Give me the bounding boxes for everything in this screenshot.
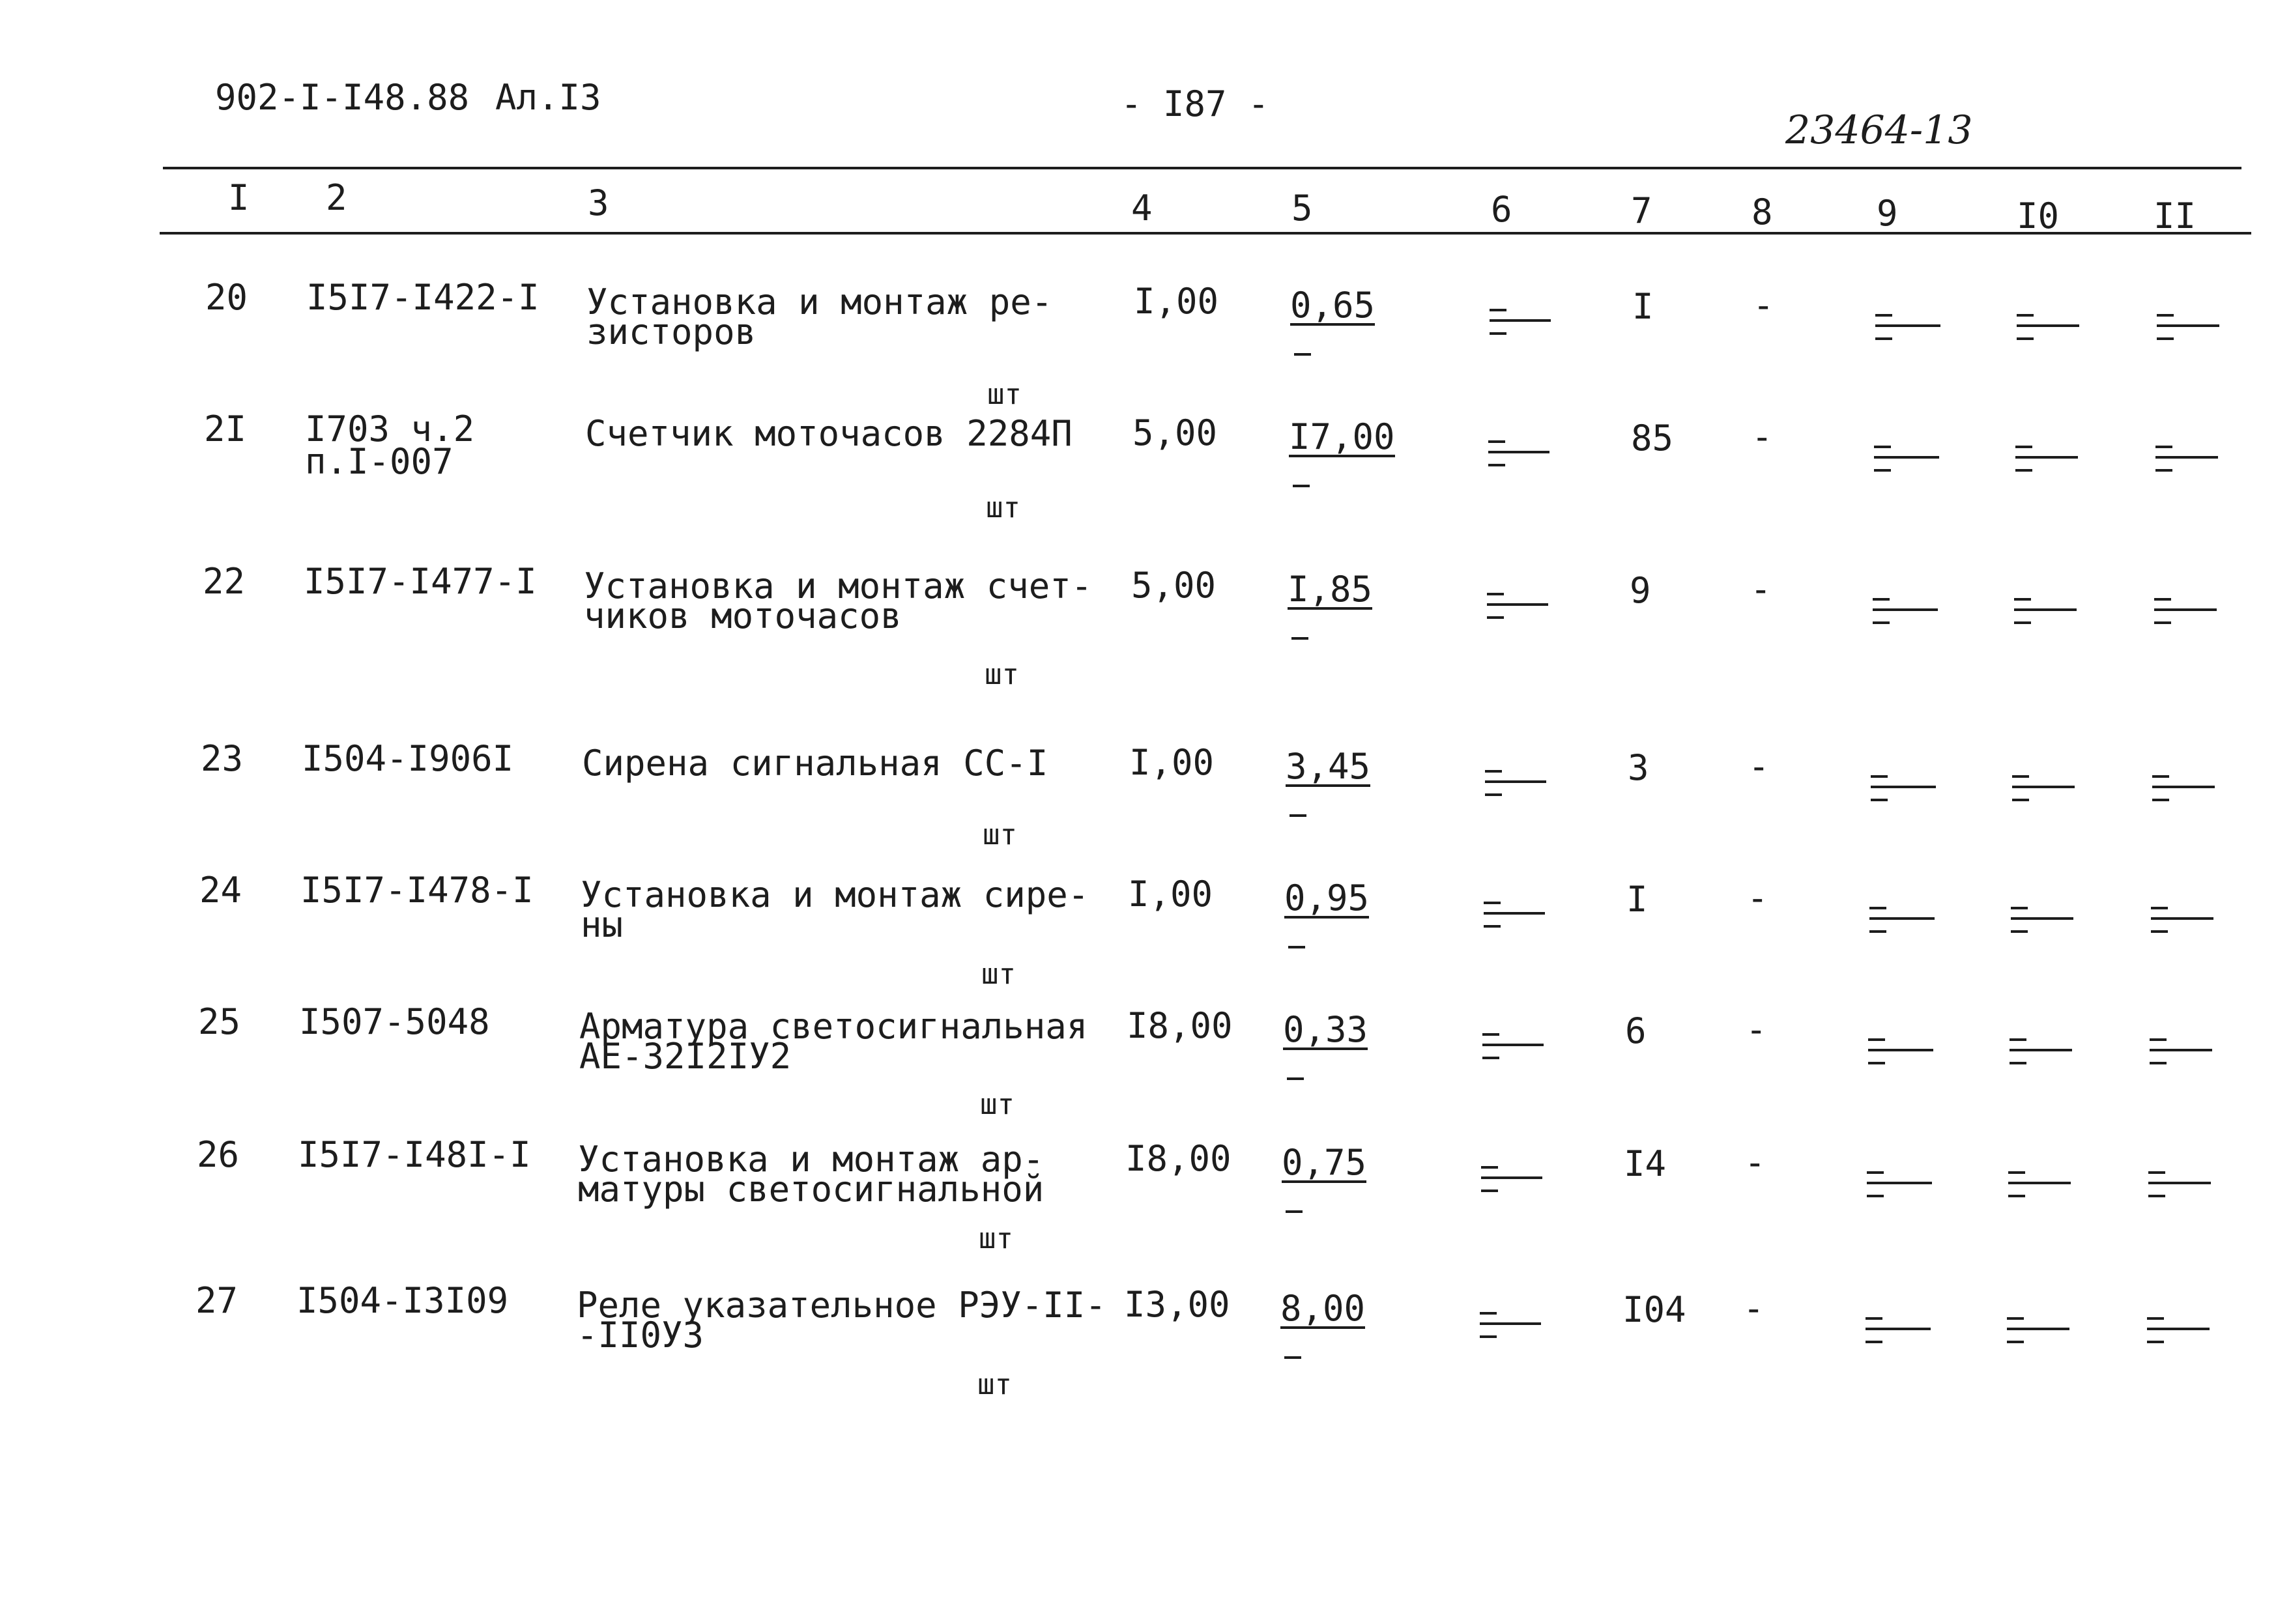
col7-value: 6 [1625,1010,1647,1051]
unit-price: 0,65 [1290,285,1376,326]
col10-dash-mark [2012,775,2075,808]
table-header-rule [160,232,2251,235]
row-number: 23 [201,738,244,779]
col6-dash-mark [1485,770,1546,803]
col9-dash-mark [1869,907,1935,939]
price-sub-dash [1288,946,1305,948]
column-header-9: 9 [1877,193,1898,234]
price-sub-dash [1293,485,1310,487]
col9-dash-mark [1874,446,1939,478]
col6-dash-mark [1488,440,1549,473]
col6-dash-mark [1484,902,1545,934]
col11-dash-mark [2157,314,2219,347]
col9-dash-mark [1873,598,1938,631]
price-sub-dash [1284,1356,1301,1359]
quantity: I8,00 [1127,1005,1233,1046]
row-number: 26 [197,1134,240,1175]
item-code: I5I7-I477-I [304,561,537,602]
col6-dash-mark [1482,1033,1544,1066]
col7-value: I [1626,879,1648,920]
col10-dash-mark [2014,598,2077,631]
column-header-4: 4 [1131,188,1153,229]
col10-dash-mark [2017,314,2079,347]
item-description: чиков моточасов [584,595,902,636]
col8-value: - [1746,1009,1767,1050]
unit-price: I7,00 [1289,416,1395,457]
item-description: матуры светосигнальной [578,1169,1045,1210]
unit-price: 3,45 [1286,746,1371,787]
column-header-7: 7 [1631,190,1652,231]
unit-label: шт [981,958,1016,991]
col11-dash-mark [2147,1317,2210,1350]
unit-label: шт [979,1222,1013,1255]
page-number: - I87 - [1121,83,1269,124]
quantity: I8,00 [1125,1138,1232,1179]
row-number: 20 [205,277,248,318]
unit-label: шт [985,658,1019,691]
column-header-10: I0 [2017,195,2060,236]
col11-dash-mark [2155,446,2218,478]
item-code: I504-I3I09 [296,1280,509,1321]
col9-dash-mark [1867,1171,1932,1204]
quantity: I,00 [1129,742,1215,783]
col7-value: 3 [1628,747,1649,788]
column-header-5: 5 [1291,188,1313,229]
col6-dash-mark [1487,593,1548,625]
item-description: -II0У3 [577,1315,704,1356]
row-number: 25 [198,1001,241,1042]
col11-dash-mark [2154,598,2217,631]
col7-value: I04 [1622,1289,1686,1330]
document-code: 902-I-I48.88 [215,77,470,118]
unit-price: 0,75 [1282,1142,1367,1183]
col8-value: - [1743,1288,1765,1329]
price-sub-dash [1290,814,1306,817]
col7-value: 9 [1630,570,1651,611]
col9-dash-mark [1875,314,1940,347]
price-sub-dash [1294,353,1311,356]
col6-dash-mark [1490,309,1551,341]
quantity: 5,00 [1132,412,1218,453]
column-header-11: II [2154,195,2197,236]
col8-value: - [1751,416,1773,457]
col9-dash-mark [1866,1317,1931,1350]
unit-price: 0,95 [1284,877,1370,919]
handwritten-stamp: 23464-13 [1785,107,1973,153]
item-description: ны [581,904,624,945]
row-number: 22 [203,561,246,602]
item-description: Установка и монтаж сире- [581,874,1089,915]
quantity: I3,00 [1124,1284,1230,1325]
price-sub-dash [1287,1077,1304,1080]
row-number: 2I [204,408,247,449]
col10-dash-mark [2011,907,2073,939]
unit-label: шт [980,1088,1015,1121]
col10-dash-mark [2008,1171,2071,1204]
unit-price: I,85 [1288,569,1373,610]
col11-dash-mark [2148,1171,2211,1204]
unit-label: шт [986,491,1020,524]
column-header-1: I [228,177,250,218]
sheet-number: Ал.I3 [495,77,601,118]
column-header-3: 3 [588,182,609,223]
col10-dash-mark [2007,1317,2069,1350]
unit-label: шт [983,818,1017,851]
item-code: I507-5048 [299,1001,490,1042]
unit-label: шт [977,1368,1012,1401]
quantity: I,00 [1128,874,1213,915]
column-header-6: 6 [1491,189,1512,230]
quantity: I,00 [1134,281,1219,322]
price-sub-dash [1291,637,1308,640]
item-code: п.I-007 [305,441,454,482]
column-header-8: 8 [1751,192,1773,233]
col6-dash-mark [1480,1312,1541,1345]
col8-value: - [1750,569,1772,610]
price-sub-dash [1286,1210,1303,1213]
unit-label: шт [987,378,1022,411]
unit-price: 0,33 [1283,1009,1368,1050]
item-description: АЕ-32I2IУ2 [579,1036,792,1077]
item-code: I5I7-I422-I [306,277,540,318]
col11-dash-mark [2150,1038,2212,1071]
item-description: Реле указательное РЭУ-II- [577,1285,1106,1326]
item-description: Установка и монтаж ре- [586,281,1053,322]
col11-dash-mark [2152,775,2215,808]
col10-dash-mark [2015,446,2078,478]
unit-price: 8,00 [1280,1288,1366,1329]
item-description: зисторов [586,311,756,352]
row-number: 27 [195,1280,238,1321]
item-code: I5I7-I478-I [300,870,534,911]
col7-value: I [1632,286,1654,327]
item-description: Счетчик моточасов 2284П [585,413,1073,454]
item-code: I5I7-I48I-I [298,1134,531,1175]
item-code: I504-I906I [302,738,514,779]
col8-value: - [1747,877,1768,919]
quantity: 5,00 [1131,565,1217,606]
column-header-2: 2 [326,177,347,218]
item-description: Установка и монтаж ар- [578,1139,1045,1180]
item-code: I703 ч.2 [305,408,475,449]
item-description: Сирена сигнальная СС-I [582,743,1048,784]
col11-dash-mark [2151,907,2213,939]
table-top-rule [163,167,2241,169]
col8-value: - [1748,746,1770,787]
col6-dash-mark [1481,1166,1542,1199]
col8-value: - [1753,285,1774,326]
item-description: Арматура светосигнальная [579,1006,1088,1047]
row-number: 24 [199,870,242,911]
col9-dash-mark [1868,1038,1933,1071]
col8-value: - [1744,1142,1766,1183]
col10-dash-mark [2010,1038,2072,1071]
col7-value: 85 [1631,418,1674,459]
col7-value: I4 [1624,1143,1667,1184]
col9-dash-mark [1871,775,1936,808]
item-description: Установка и монтаж счет- [584,565,1093,606]
